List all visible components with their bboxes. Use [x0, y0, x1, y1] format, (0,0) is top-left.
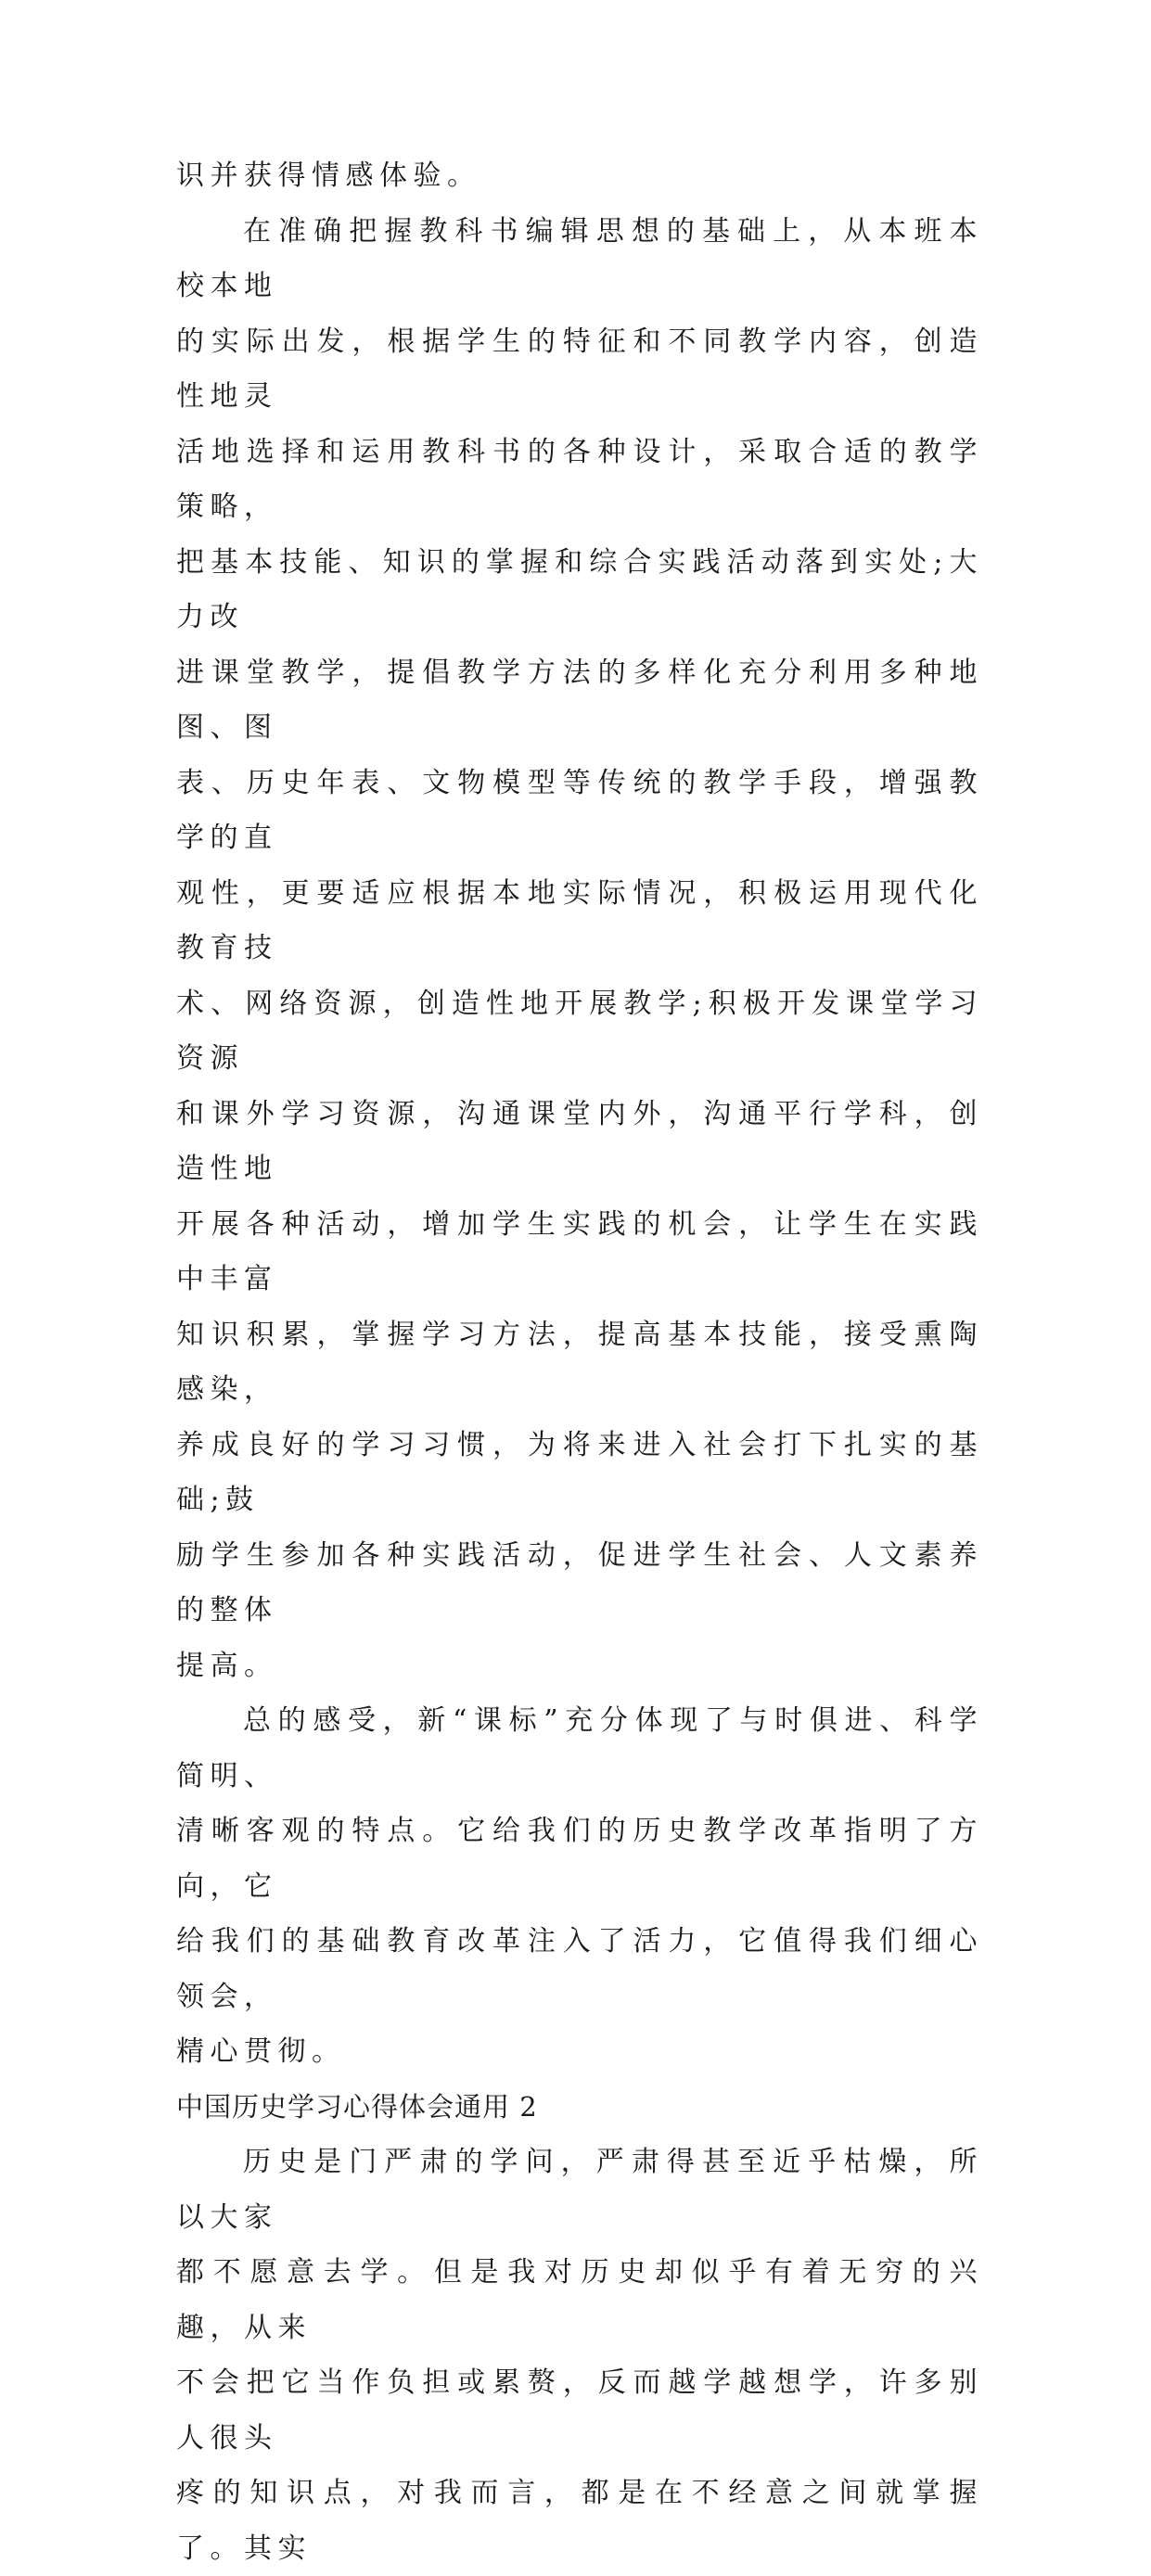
paragraph-teaching-strategy: 在准确把握教科书编辑思想的基础上，从本班本校本地 的实际出发，根据学生的特征和不同教学内容，创造性地灵 活地选择和运用教科书的各种设计，采取合适的教学策略， 把基本技能、知识的掌握和综合实践活动落到实处;大力改 进课堂教学，提倡教学方法的多样化充分利用多种地图、图 表、历史年表、文物模型等传统的教学手段，增强教学的直 观性，更要适应根据本地实际情况，积极运用现代化教育技 术、网络资源，创造性地开展教学;积极开发课堂学习资源 和课外学习资源，沟通课堂内外，沟通平行学科，创造性地 开展各种活动，增加学生实践的机会，让学生在实践中丰富 知识积累，掌握学习方法，提高基本技能，接受熏陶感染， 养成良好的学习习惯，为将来进入社会打下扎实的基础;鼓 励学生参加各种实践活动，促进学生社会、人文素养的整体 提高。 — [176, 214, 983, 1682]
paragraph-continuation: 识并获得情感体验。 — [176, 159, 481, 192]
document-body — [176, 148, 983, 2576]
section-heading: 中国历史学习心得体会通用 2 — [176, 2090, 538, 2123]
paragraph-history-interest: 历史是门严肃的学问，严肃得甚至近乎枯燥，所以大家 都不愿意去学。但是我对历史却似乎有着无穷的兴趣，从来 不会把它当作负担或累赘，反而越学越想学，许多别人很头 疼的知识点，对我而言，都是在不经意之间就掌握了。其实 — [176, 2146, 983, 2565]
paragraph-summary: 总的感受，新“课标”充分体现了与时俱进、科学简明、 清晰客观的特点。它给我们的历史教学改革指明了方向，它 给我们的基础教育改革注入了活力，它值得我们细心领会， 精心贯彻。 — [176, 1704, 983, 2068]
